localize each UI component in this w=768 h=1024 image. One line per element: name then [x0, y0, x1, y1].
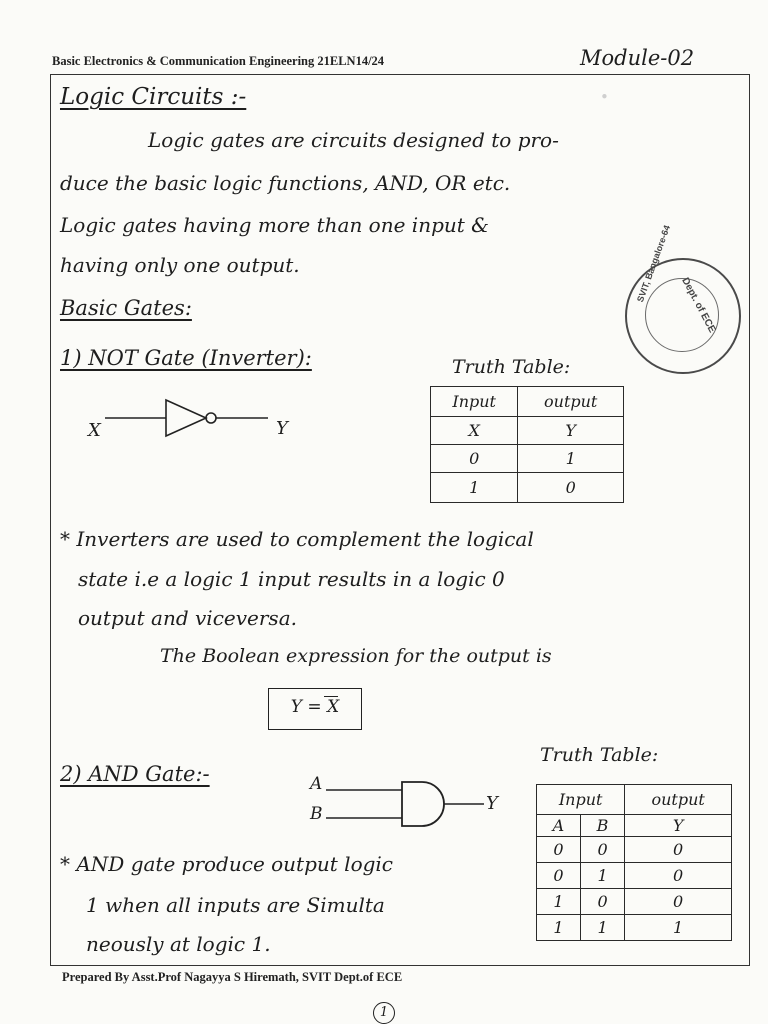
and-input-b-label: B: [310, 804, 323, 824]
table-cell: 0: [625, 837, 732, 863]
intro-line-3: Logic gates having more than one input &: [60, 213, 489, 237]
stamp-text-department: Dept. of ECE: [679, 276, 718, 335]
table-cell: 0: [625, 863, 732, 889]
not-boolean-expression: Y = X: [290, 697, 340, 717]
course-header: Basic Electronics & Communication Engineering 21ELN14/24: [52, 54, 385, 68]
and-input-a-label: A: [310, 774, 323, 794]
and-truth-table-label: Truth Table:: [540, 744, 659, 766]
table-subheader-a: A: [537, 815, 581, 837]
and-output-label: Y: [486, 793, 498, 814]
not-gate-heading: 1) NOT Gate (Inverter):: [60, 346, 312, 370]
table-cell: 0: [625, 889, 732, 915]
intro-line-4: having only one output.: [60, 253, 300, 277]
table-cell: 1: [580, 915, 624, 941]
table-cell: 1: [580, 863, 624, 889]
table-cell: 0: [537, 863, 581, 889]
bleed-through-text: •: [600, 88, 609, 106]
table-subheader-b: B: [580, 815, 624, 837]
expression-box: [268, 688, 362, 730]
page-number: 1: [373, 1002, 395, 1024]
complement-bar: [324, 696, 338, 697]
basic-gates-heading: Basic Gates:: [60, 296, 192, 320]
table-subheader-x: X: [431, 417, 518, 445]
not-note-line-2: state i.e a logic 1 input results in a logic 0: [78, 567, 505, 591]
boolean-expression-text: The Boolean expression for the output is: [160, 645, 552, 667]
table-cell: 1: [537, 889, 581, 915]
module-label: Module-02: [580, 46, 695, 70]
table-header-input: Input: [431, 387, 518, 417]
intro-line-2: duce the basic logic functions, AND, OR etc.: [60, 171, 511, 195]
table-cell: 0: [580, 837, 624, 863]
intro-line-1: Logic gates are circuits designed to pro-: [148, 128, 559, 152]
and-gate-symbol: [322, 776, 492, 832]
table-subheader-y: Y: [518, 417, 624, 445]
table-cell: 1: [625, 915, 732, 941]
footer-prepared-by: Prepared By Asst.Prof Nagayya S Hiremath, SVIT Dept.of ECE: [62, 970, 403, 984]
table-cell: 0: [518, 473, 624, 503]
not-note-line-3: output and viceversa.: [78, 606, 297, 630]
not-truth-table-label: Truth Table:: [452, 356, 571, 378]
table-cell: 1: [537, 915, 581, 941]
table-cell: 0: [431, 445, 518, 473]
table-cell: 1: [431, 473, 518, 503]
stamp-text-institute: SVIT, Bangalore-64: [635, 223, 673, 304]
table-cell: 0: [537, 837, 581, 863]
not-output-label: Y: [276, 418, 288, 439]
page-title: Logic Circuits :-: [60, 84, 247, 110]
not-truth-table: [430, 386, 624, 503]
department-stamp: [625, 223, 741, 374]
not-gate-symbol: [100, 396, 280, 446]
and-note-line-3: neously at logic 1.: [86, 932, 271, 956]
not-note-line-1: * Inverters are used to complement the logical: [60, 527, 534, 551]
table-subheader-y: Y: [625, 815, 732, 837]
table-cell: 1: [518, 445, 624, 473]
table-cell: 0: [580, 889, 624, 915]
table-header-output: output: [518, 387, 624, 417]
and-note-line-2: 1 when all inputs are Simulta: [86, 893, 385, 917]
and-truth-table: [536, 784, 732, 941]
table-header-input: Input: [537, 785, 625, 815]
table-header-output: output: [625, 785, 732, 815]
and-note-line-1: * AND gate produce output logic: [60, 852, 394, 876]
and-gate-heading: 2) AND Gate:-: [60, 762, 210, 786]
not-input-label: X: [88, 420, 101, 441]
